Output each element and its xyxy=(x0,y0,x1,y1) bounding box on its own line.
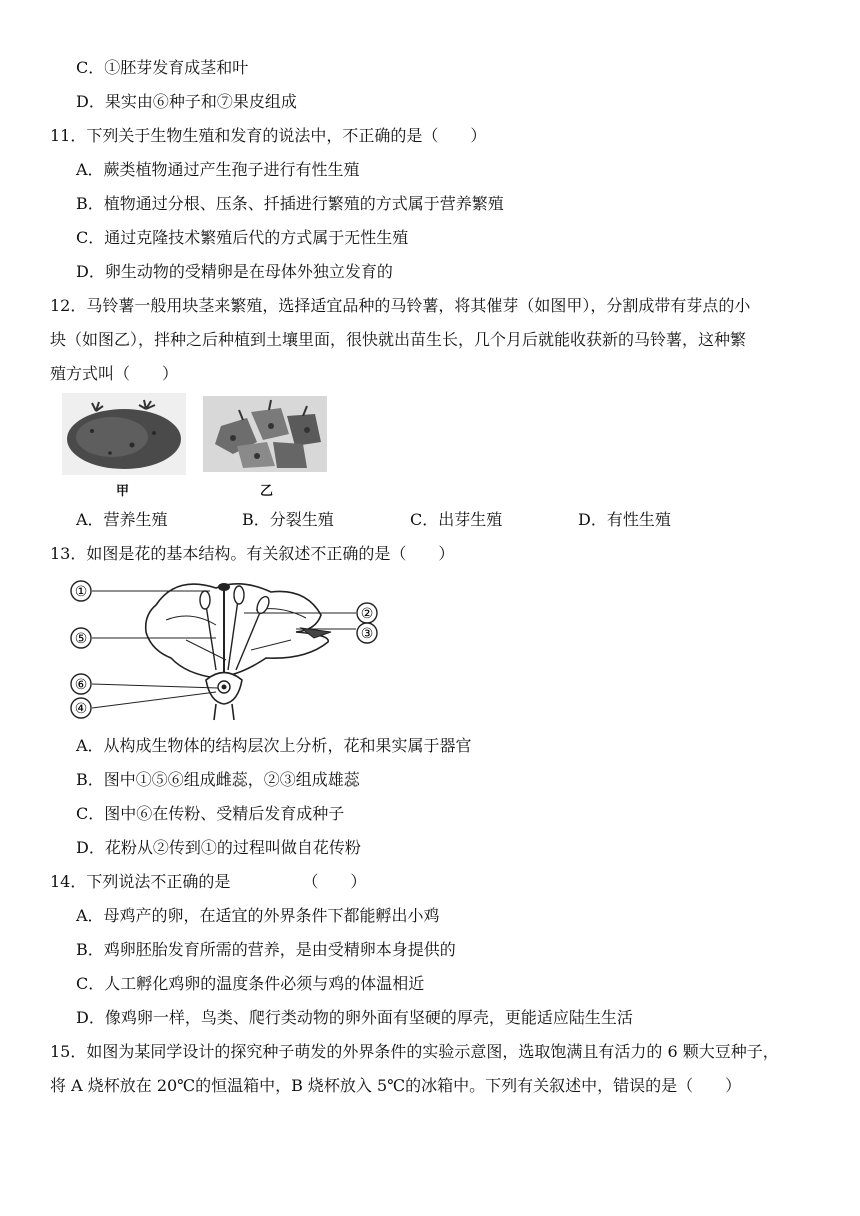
q13-option-d: D．花粉从②传到①的过程叫做自花传粉 xyxy=(76,838,361,857)
label-2: ② xyxy=(360,606,374,622)
q15-stem-line2: 将 A 烧杯放在 20℃的恒温箱中，B 烧杯放入 5℃的冰箱中。下列有关叙述中，错误的是（ ） xyxy=(50,1076,742,1095)
label-1: ① xyxy=(74,584,88,600)
q11-option-d: D．卵生动物的受精卵是在母体外独立发育的 xyxy=(76,262,393,281)
q13-option-c: C．图中⑥在传粉、受精后发育成种子 xyxy=(76,804,345,823)
q10-option-c: C．①胚芽发育成茎和叶 xyxy=(76,58,249,77)
q11-stem: 11．下列关于生物生殖和发育的说法中，不正确的是（ ） xyxy=(50,126,487,145)
q14-option-c: C．人工孵化鸡卵的温度条件必须与鸡的体温相近 xyxy=(76,974,425,993)
q10-option-d: D．果实由⑥种子和⑦果皮组成 xyxy=(76,92,297,111)
q13-option-b: B．图中①⑤⑥组成雌蕊，②③组成雄蕊 xyxy=(76,770,360,789)
q13-option-a: A．从构成生物体的结构层次上分析，花和果实属于器官 xyxy=(76,736,472,755)
potato-sprouting-photo xyxy=(62,393,186,475)
q12-option-d: D．有性生殖 xyxy=(578,510,671,529)
q12-stem-line3: 殖方式叫（ ） xyxy=(50,364,179,383)
label-4: ④ xyxy=(74,701,88,717)
q12-option-b: B．分裂生殖 xyxy=(242,510,334,529)
caption-yi: 乙 xyxy=(260,484,274,499)
q13-stem: 13．如图是花的基本结构。有关叙述不正确的是（ ） xyxy=(50,544,455,563)
label-5: ⑤ xyxy=(74,631,88,647)
q12-stem-line2: 块（如图乙），拌种之后种植到土壤里面，很快就出苗生长，几个月后就能收获新的马铃薯，这种繁 xyxy=(50,330,747,349)
q15-stem-line1: 15．如图为某同学设计的探究种子萌发的外界条件的实验示意图，选取饱满且有活力的 6 颗大豆种子， xyxy=(50,1042,779,1061)
q14-stem: 14．下列说法不正确的是 （ ） xyxy=(50,872,367,891)
label-3: ③ xyxy=(360,626,374,642)
q11-option-b: B．植物通过分根、压条、扦插进行繁殖的方式属于营养繁殖 xyxy=(76,194,504,213)
q14-option-b: B．鸡卵胚胎发育所需的营养，是由受精卵本身提供的 xyxy=(76,940,456,959)
q12-option-a: A．营养生殖 xyxy=(76,510,168,529)
q12-option-c: C．出芽生殖 xyxy=(410,510,503,529)
label-6: ⑥ xyxy=(74,677,88,693)
q12-stem-line1: 12．马铃薯一般用块茎来繁殖，选择适宜品种的马铃薯，将其催芽（如图甲），分割成带有芽点的小 xyxy=(50,296,751,315)
q14-option-d: D．像鸡卵一样，鸟类、爬行类动物的卵外面有坚硬的厚壳，更能适应陆生生活 xyxy=(76,1008,633,1027)
q11-option-c: C．通过克隆技术繁殖后代的方式属于无性生殖 xyxy=(76,228,409,247)
q14-option-a: A．母鸡产的卵，在适宜的外界条件下都能孵出小鸡 xyxy=(76,906,440,925)
flower-structure-diagram xyxy=(66,570,396,725)
potato-pieces-photo xyxy=(203,396,327,472)
caption-jia: 甲 xyxy=(116,484,130,499)
q11-option-a: A．蕨类植物通过产生孢子进行有性生殖 xyxy=(76,160,360,179)
